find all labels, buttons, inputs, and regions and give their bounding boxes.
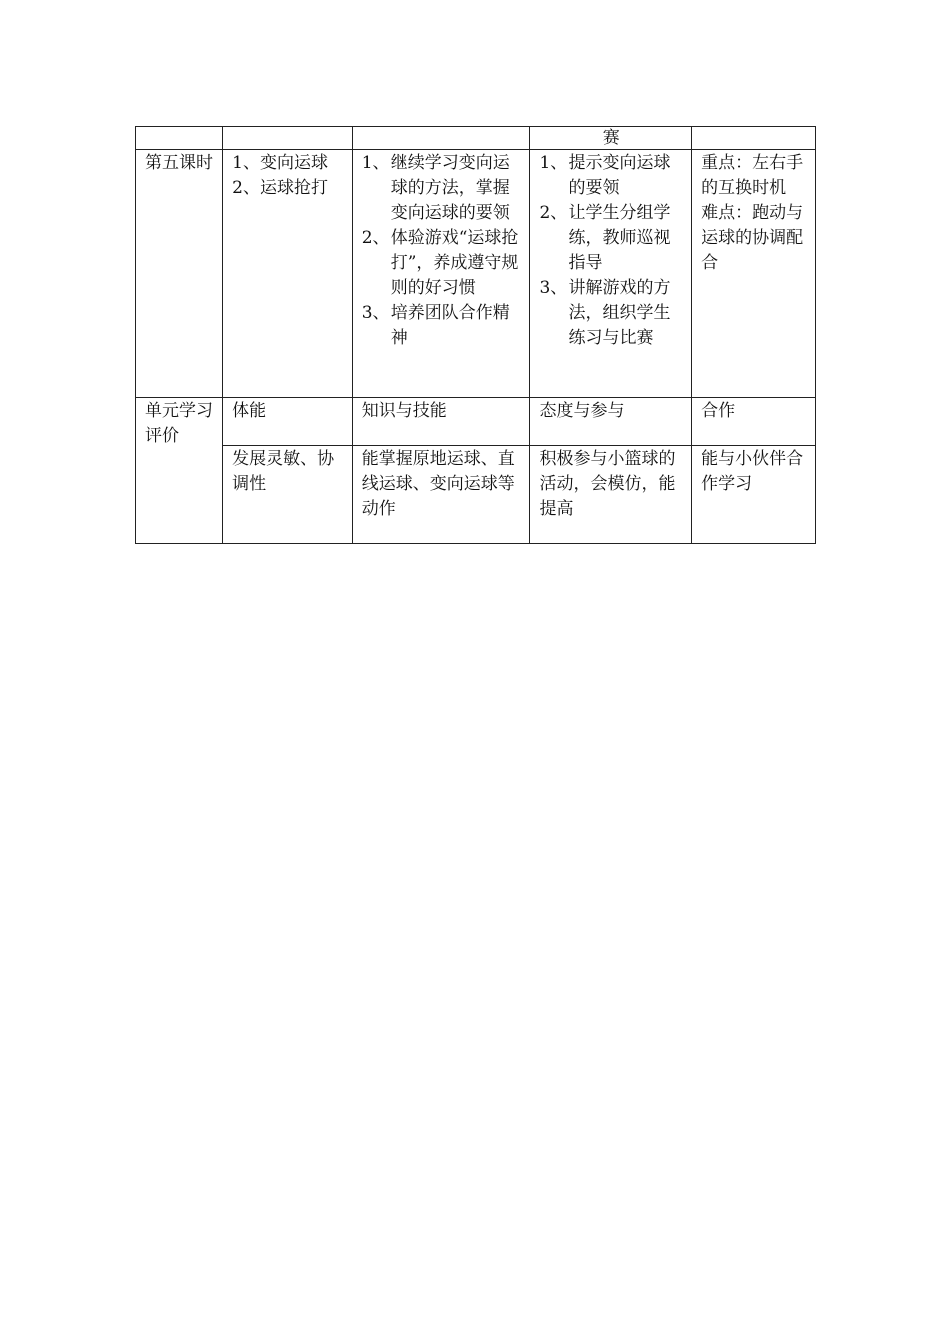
lesson-plan-table bbox=[135, 126, 816, 544]
list-text: 让学生分组学练，教师巡视指导 bbox=[568, 203, 671, 273]
list-number: 2、 bbox=[361, 228, 390, 248]
evaluation-header: 合作 bbox=[692, 398, 816, 446]
list-text: 继续学习变向运球的方法，掌握变向运球的要领 bbox=[390, 153, 510, 223]
difficulties: 难点：跑动与运球的协调配合 bbox=[701, 203, 804, 273]
evaluation-value: 能掌握原地运球、直线运球、变向运球等动作 bbox=[352, 446, 530, 544]
list-number: 3、 bbox=[361, 303, 390, 323]
student-activities bbox=[352, 150, 530, 398]
content-item: 2、运球抢打 bbox=[232, 178, 328, 198]
list-text: 培养团队合作精神 bbox=[390, 303, 510, 348]
cell-empty bbox=[352, 127, 530, 150]
list-item bbox=[539, 276, 683, 351]
table-row-evaluation-values bbox=[136, 446, 816, 544]
teacher-activities bbox=[530, 150, 692, 398]
list-text: 讲解游戏的方法，组织学生练习与比赛 bbox=[568, 278, 671, 348]
cell-empty bbox=[136, 127, 223, 150]
evaluation-value: 积极参与小篮球的活动，会模仿，能提高 bbox=[530, 446, 692, 544]
lesson-content bbox=[223, 150, 353, 398]
cell-empty bbox=[223, 127, 353, 150]
list-item bbox=[539, 151, 683, 201]
table-row-evaluation-header bbox=[136, 398, 816, 446]
table-row-continuation bbox=[136, 127, 816, 150]
evaluation-label: 单元学习评价 bbox=[136, 398, 223, 544]
evaluation-header: 体能 bbox=[223, 398, 353, 446]
list-item bbox=[362, 226, 522, 301]
cell-continuation-text: 赛 bbox=[530, 127, 692, 150]
list-text: 体验游戏“运球抢打”，养成遵守规则的好习惯 bbox=[390, 228, 519, 298]
list-item bbox=[362, 151, 522, 226]
evaluation-header: 知识与技能 bbox=[352, 398, 530, 446]
cell-empty bbox=[692, 127, 816, 150]
list-number: 3、 bbox=[539, 278, 568, 298]
list-text: 提示变向运球的要领 bbox=[568, 153, 671, 198]
list-item bbox=[362, 301, 522, 351]
content-item: 1、变向运球 bbox=[232, 153, 328, 173]
list-item bbox=[539, 201, 683, 276]
lesson-label: 第五课时 bbox=[136, 150, 223, 398]
list-number: 2、 bbox=[539, 203, 568, 223]
evaluation-value: 发展灵敏、协调性 bbox=[223, 446, 353, 544]
list-number: 1、 bbox=[539, 153, 568, 173]
evaluation-value: 能与小伙伴合作学习 bbox=[692, 446, 816, 544]
table-row-lesson5 bbox=[136, 150, 816, 398]
key-points-cell bbox=[692, 150, 816, 398]
key-points: 重点：左右手的互换时机 bbox=[701, 153, 804, 198]
list-number: 1、 bbox=[361, 153, 390, 173]
evaluation-header: 态度与参与 bbox=[530, 398, 692, 446]
